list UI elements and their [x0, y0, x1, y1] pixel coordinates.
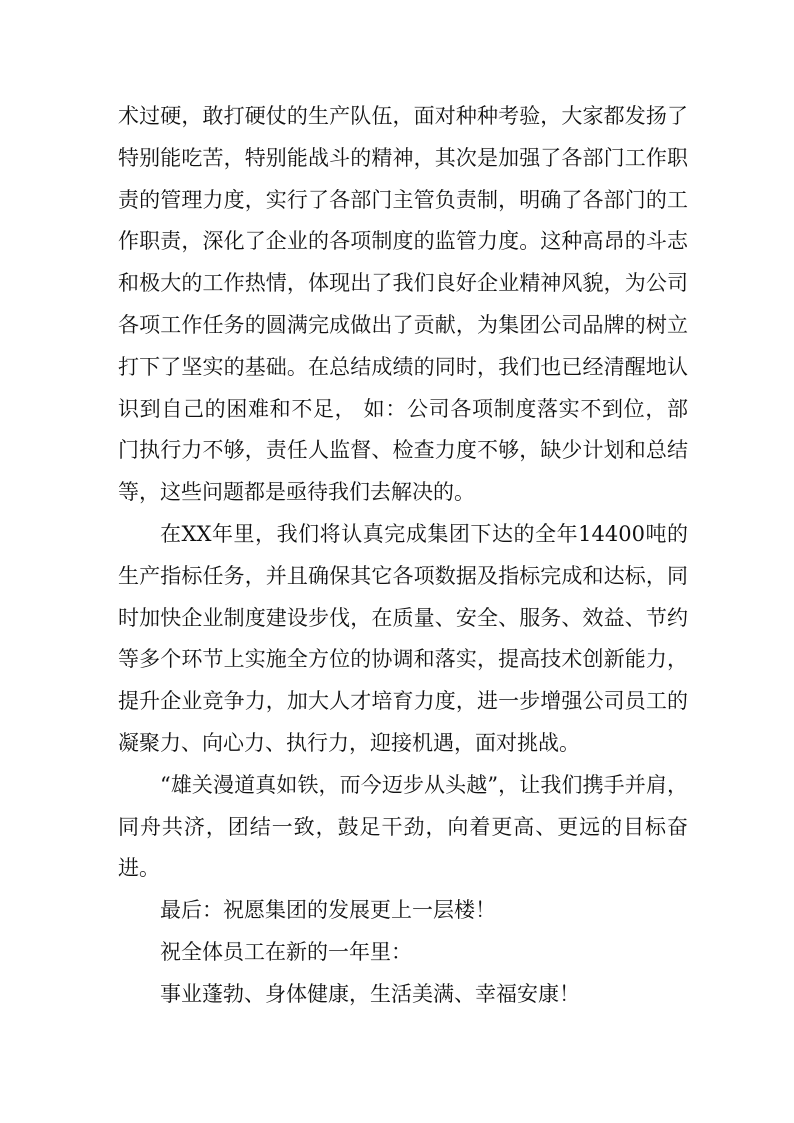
closing-line-wish: 最后：祝愿集团的发展更上一层楼！ — [160, 898, 496, 923]
closing-line-blessing: 事业蓬勃、身体健康，生活美满、幸福安康！ — [160, 981, 580, 1006]
document-body — [118, 96, 688, 1016]
paragraph-plan: 在XX年里，我们将认真完成集团下达的全年14400吨的生产指标任务，并且确保其它各项数据及指标完成和达标，同时加快企业制度建设步伐，在质量、安全、服务、效益、节约等多个环节上实施全方位的协调和落实，提高技术创新能力，提升企业竞争力，加大人才培育力度，进一步增强公司员工的凝聚力、向心力、执行力，迎接机遇，面对挑战。 — [118, 521, 688, 755]
paragraph-continued: 术过硬，敢打硬仗的生产队伍，面对种种考验，大家都发扬了特别能吃苦，特别能战斗的精神，其次是加强了各部门工作职责的管理力度，实行了各部门主管负责制，明确了各部门的工作职责，深化了企业的各项制度的监管力度。这种高昂的斗志和极大的工作热情，体现出了我们良好企业精神风貌，为公司各项工作任务的圆满完成做出了贡献，为集团公司品牌的树立打下了坚实的基础。在总结成绩的同时，我们也已经清醒地认识到自己的困难和不足， 如：公司各项制度落实不到位，部门执行力不够，责任人监督、检查力度不够，缺少计划和总结等，这些问题都是亟待我们去解决的。 — [118, 104, 688, 505]
closing-line-greeting: 祝全体员工在新的一年里： — [160, 939, 412, 964]
paragraph-quote: “雄关漫道真如铁，而今迈步从头越”，让我们携手并肩，同舟共济，团结一致，鼓足干劲，向着更高、更远的目标奋进。 — [118, 772, 688, 881]
